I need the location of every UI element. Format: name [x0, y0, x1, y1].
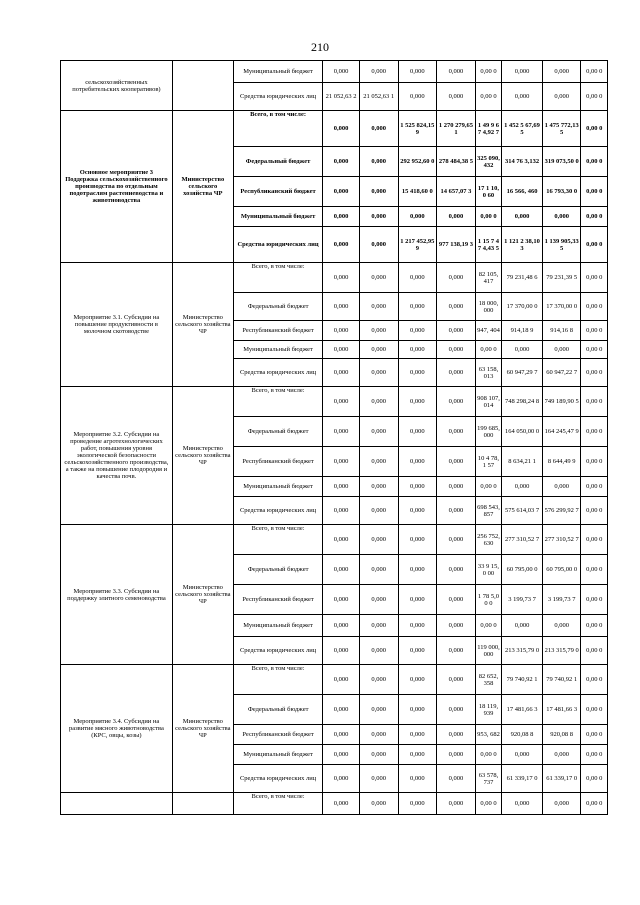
amount-cell: 0,000 — [398, 83, 437, 111]
amount-cell: 8 634,21 1 — [502, 447, 543, 477]
funding-source-cell: Республиканский бюджет — [233, 447, 322, 477]
amount-cell: 0,000 — [502, 341, 543, 359]
amount-cell: 0,000 — [323, 585, 360, 615]
amount-cell: 0,00 0 — [581, 525, 608, 555]
amount-cell: 0,000 — [437, 695, 476, 725]
amount-cell: 0,00 0 — [581, 387, 608, 417]
measure-name-cell: сельскохозяйственных потребительских кооперативов) — [61, 61, 173, 111]
amount-cell: 0,000 — [437, 525, 476, 555]
amount-cell: 0,000 — [398, 745, 437, 765]
amount-cell: 21 052,63 1 — [359, 83, 398, 111]
responsible-executor-cell: Министерство сельского хозяйства ЧР — [172, 525, 233, 665]
amount-cell: 0,00 0 — [581, 615, 608, 637]
amount-cell: 0,000 — [323, 725, 360, 745]
amount-cell: 0,000 — [323, 477, 360, 497]
amount-cell: 0,000 — [398, 61, 437, 83]
amount-cell: 0,000 — [359, 359, 398, 387]
amount-cell: 0,00 0 — [581, 147, 608, 177]
amount-cell: 0,000 — [398, 793, 437, 815]
funding-source-cell: Республиканский бюджет — [233, 725, 322, 745]
funding-source-cell: Республиканский бюджет — [233, 177, 322, 207]
amount-cell: 0,00 0 — [581, 83, 608, 111]
amount-cell: 0,000 — [359, 637, 398, 665]
amount-cell: 0,000 — [359, 227, 398, 263]
amount-cell: 0,000 — [437, 585, 476, 615]
funding-source-cell: Муниципальный бюджет — [233, 207, 322, 227]
amount-cell: 0,000 — [323, 147, 360, 177]
amount-cell: 0,00 0 — [581, 765, 608, 793]
amount-cell: 1 525 824,15 9 — [398, 111, 437, 147]
table-row — [61, 525, 608, 555]
amount-cell: 0,000 — [542, 793, 581, 815]
amount-cell: 0,000 — [437, 497, 476, 525]
amount-cell: 1 217 452,95 9 — [398, 227, 437, 263]
amount-cell: 18 119, 939 — [475, 695, 501, 725]
amount-cell: 0,000 — [359, 341, 398, 359]
amount-cell: 0,000 — [398, 341, 437, 359]
amount-cell: 977 138,19 3 — [437, 227, 476, 263]
amount-cell: 0,000 — [323, 447, 360, 477]
amount-cell: 0,000 — [323, 497, 360, 525]
amount-cell: 0,000 — [323, 359, 360, 387]
amount-cell: 0,000 — [542, 207, 581, 227]
amount-cell: 0,000 — [359, 665, 398, 695]
amount-cell: 698 543, 857 — [475, 497, 501, 525]
amount-cell: 1 270 279,65 1 — [437, 111, 476, 147]
amount-cell: 0,000 — [323, 293, 360, 321]
amount-cell: 0,000 — [359, 293, 398, 321]
table-row — [61, 61, 608, 83]
amount-cell: 277 310,52 7 — [502, 525, 543, 555]
amount-cell: 0,000 — [437, 83, 476, 111]
amount-cell: 0,000 — [437, 207, 476, 227]
amount-cell: 14 657,07 3 — [437, 177, 476, 207]
amount-cell: 277 310,52 7 — [542, 525, 581, 555]
amount-cell: 1 121 2 38,103 — [502, 227, 543, 263]
amount-cell: 0,000 — [359, 725, 398, 745]
funding-source-cell: Муниципальный бюджет — [233, 61, 322, 83]
amount-cell: 0,000 — [437, 765, 476, 793]
amount-cell: 0,000 — [398, 765, 437, 793]
funding-source-cell: Федеральный бюджет — [233, 147, 322, 177]
amount-cell: 79 740,92 1 — [542, 665, 581, 695]
amount-cell: 0,000 — [323, 321, 360, 341]
amount-cell: 0,000 — [323, 387, 360, 417]
amount-cell: 79 231,48 6 — [502, 263, 543, 293]
amount-cell: 0,000 — [323, 111, 360, 147]
amount-cell: 0,000 — [542, 341, 581, 359]
amount-cell: 914,18 9 — [502, 321, 543, 341]
amount-cell: 0,000 — [323, 793, 360, 815]
amount-cell: 0,000 — [398, 207, 437, 227]
amount-cell: 17 370,00 0 — [542, 293, 581, 321]
amount-cell: 1 139 905,33 5 — [542, 227, 581, 263]
amount-cell: 0,000 — [437, 555, 476, 585]
amount-cell: 953, 682 — [475, 725, 501, 745]
amount-cell: 908 107, 014 — [475, 387, 501, 417]
amount-cell: 0,000 — [398, 585, 437, 615]
amount-cell: 920,08 8 — [542, 725, 581, 745]
funding-source-cell: Муниципальный бюджет — [233, 615, 322, 637]
amount-cell: 0,00 0 — [581, 293, 608, 321]
funding-source-cell: Всего, в том числе: — [233, 387, 322, 417]
table-row — [61, 387, 608, 417]
funding-source-cell: Федеральный бюджет — [233, 695, 322, 725]
amount-cell: 63 578, 737 — [475, 765, 501, 793]
amount-cell: 60 795,00 0 — [542, 555, 581, 585]
amount-cell: 0,00 0 — [581, 695, 608, 725]
table-row — [61, 263, 608, 293]
measure-name-cell: Основное мероприятие 3 Поддержка сельскохозяйственного производства по отдельным подотраслям растениеводства и животноводства — [61, 111, 173, 263]
funding-source-cell: Всего, в том числе: — [233, 665, 322, 695]
amount-cell: 0,000 — [359, 497, 398, 525]
amount-cell: 1 78 5,00 0 — [475, 585, 501, 615]
funding-source-cell: Муниципальный бюджет — [233, 341, 322, 359]
amount-cell: 920,08 8 — [502, 725, 543, 745]
amount-cell: 0,00 0 — [581, 177, 608, 207]
funding-source-cell: Муниципальный бюджет — [233, 745, 322, 765]
amount-cell: 0,000 — [398, 695, 437, 725]
amount-cell: 0,000 — [437, 359, 476, 387]
amount-cell: 0,00 0 — [581, 585, 608, 615]
amount-cell: 0,000 — [359, 765, 398, 793]
funding-source-cell: Средства юридических лиц — [233, 497, 322, 525]
measure-name-cell: Мероприятие 3.2. Субсидии на проведение агротехнологических работ, повышения уровня экологической безопасности сельскохозяйственного производства, а также на повышение плодородия и качества почв. — [61, 387, 173, 525]
amount-cell: 0,000 — [502, 83, 543, 111]
measure-name-cell: Мероприятие 3.1. Субсидии на повышение продуктивности в молочном скотоводстве — [61, 263, 173, 387]
funding-source-cell: Федеральный бюджет — [233, 555, 322, 585]
amount-cell: 0,000 — [323, 61, 360, 83]
amount-cell: 0,000 — [359, 477, 398, 497]
amount-cell: 0,00 0 — [581, 207, 608, 227]
amount-cell: 0,000 — [437, 387, 476, 417]
amount-cell: 16 793,30 0 — [542, 177, 581, 207]
amount-cell: 0,000 — [398, 725, 437, 745]
amount-cell: 119 000, 000 — [475, 637, 501, 665]
amount-cell: 0,00 0 — [475, 477, 501, 497]
page-number: 210 — [311, 40, 329, 54]
amount-cell: 0,00 0 — [581, 321, 608, 341]
amount-cell: 0,00 0 — [581, 447, 608, 477]
amount-cell: 0,000 — [437, 745, 476, 765]
amount-cell: 0,000 — [542, 745, 581, 765]
amount-cell: 914,16 8 — [542, 321, 581, 341]
amount-cell: 0,00 0 — [475, 793, 501, 815]
funding-source-cell: Республиканский бюджет — [233, 321, 322, 341]
amount-cell: 0,00 0 — [475, 341, 501, 359]
amount-cell: 79 231,39 5 — [542, 263, 581, 293]
amount-cell: 0,000 — [437, 793, 476, 815]
funding-source-cell: Средства юридических лиц — [233, 637, 322, 665]
budget-table — [60, 60, 608, 815]
amount-cell: 0,000 — [437, 447, 476, 477]
amount-cell: 79 740,92 1 — [502, 665, 543, 695]
amount-cell: 213 315,79 0 — [542, 637, 581, 665]
funding-source-cell: Муниципальный бюджет — [233, 477, 322, 497]
amount-cell: 0,000 — [323, 263, 360, 293]
amount-cell: 0,000 — [323, 177, 360, 207]
amount-cell: 60 795,00 0 — [502, 555, 543, 585]
amount-cell: 292 952,60 0 — [398, 147, 437, 177]
responsible-executor-cell: Министерство сельского хозяйства ЧР — [172, 263, 233, 387]
amount-cell: 17 370,00 0 — [502, 293, 543, 321]
amount-cell: 0,00 0 — [581, 359, 608, 387]
amount-cell: 256 752, 630 — [475, 525, 501, 555]
amount-cell: 0,000 — [437, 615, 476, 637]
amount-cell: 0,000 — [542, 61, 581, 83]
amount-cell: 0,000 — [542, 83, 581, 111]
funding-source-cell: Всего, в том числе: — [233, 111, 322, 147]
amount-cell: 0,000 — [323, 745, 360, 765]
responsible-executor-cell — [172, 793, 233, 815]
amount-cell: 0,000 — [502, 477, 543, 497]
amount-cell: 0,00 0 — [475, 207, 501, 227]
amount-cell: 60 947,22 7 — [542, 359, 581, 387]
amount-cell: 319 073,50 0 — [542, 147, 581, 177]
amount-cell: 575 614,03 7 — [502, 497, 543, 525]
amount-cell: 18 000, 000 — [475, 293, 501, 321]
amount-cell: 0,000 — [323, 765, 360, 793]
amount-cell: 748 298,24 8 — [502, 387, 543, 417]
amount-cell: 0,000 — [542, 615, 581, 637]
amount-cell: 164 245,47 9 — [542, 417, 581, 447]
amount-cell: 0,000 — [502, 207, 543, 227]
responsible-executor-cell: Министерство сельского хозяйства ЧР — [172, 111, 233, 263]
amount-cell: 0,000 — [398, 417, 437, 447]
amount-cell: 0,000 — [359, 793, 398, 815]
amount-cell: 0,000 — [323, 525, 360, 555]
amount-cell: 0,000 — [323, 637, 360, 665]
amount-cell: 1 475 772,13 5 — [542, 111, 581, 147]
amount-cell: 0,000 — [359, 615, 398, 637]
amount-cell: 0,000 — [398, 477, 437, 497]
amount-cell: 213 315,79 0 — [502, 637, 543, 665]
amount-cell: 0,000 — [398, 497, 437, 525]
amount-cell: 0,000 — [323, 341, 360, 359]
amount-cell: 947, 404 — [475, 321, 501, 341]
amount-cell: 61 339,17 0 — [542, 765, 581, 793]
amount-cell: 0,00 0 — [581, 417, 608, 447]
amount-cell: 17 1 10,0 60 — [475, 177, 501, 207]
amount-cell: 278 484,38 5 — [437, 147, 476, 177]
table-row — [61, 665, 608, 695]
amount-cell: 0,00 0 — [475, 83, 501, 111]
responsible-executor-cell: Министерство сельского хозяйства ЧР — [172, 387, 233, 525]
amount-cell: 576 299,92 7 — [542, 497, 581, 525]
amount-cell: 3 199,73 7 — [502, 585, 543, 615]
amount-cell: 314 76 3,132 — [502, 147, 543, 177]
amount-cell: 0,000 — [323, 207, 360, 227]
amount-cell: 0,00 0 — [475, 615, 501, 637]
amount-cell: 0,000 — [398, 293, 437, 321]
amount-cell: 0,000 — [359, 147, 398, 177]
measure-name-cell: Мероприятие 3.4. Субсидии на развитие мясного животноводства (КРС, овцы, козы) — [61, 665, 173, 793]
table-row — [61, 793, 608, 815]
amount-cell: 0,00 0 — [581, 227, 608, 263]
amount-cell: 82 105, 417 — [475, 263, 501, 293]
amount-cell: 0,000 — [437, 477, 476, 497]
amount-cell: 164 050,00 0 — [502, 417, 543, 447]
amount-cell: 0,000 — [398, 447, 437, 477]
amount-cell: 0,000 — [359, 525, 398, 555]
amount-cell: 0,000 — [437, 293, 476, 321]
amount-cell: 0,000 — [359, 447, 398, 477]
amount-cell: 0,000 — [359, 263, 398, 293]
funding-source-cell: Всего, в том числе: — [233, 793, 322, 815]
amount-cell: 0,000 — [398, 321, 437, 341]
amount-cell: 0,00 0 — [581, 793, 608, 815]
responsible-executor-cell: Министерство сельского хозяйства ЧР — [172, 665, 233, 793]
amount-cell: 0,000 — [437, 417, 476, 447]
amount-cell: 0,000 — [398, 615, 437, 637]
amount-cell: 8 644,49 9 — [542, 447, 581, 477]
amount-cell: 0,000 — [437, 61, 476, 83]
measure-name-cell — [61, 793, 173, 815]
amount-cell: 0,00 0 — [581, 61, 608, 83]
amount-cell: 0,000 — [359, 387, 398, 417]
amount-cell: 0,000 — [323, 615, 360, 637]
funding-source-cell: Республиканский бюджет — [233, 585, 322, 615]
amount-cell: 0,000 — [437, 665, 476, 695]
amount-cell: 0,000 — [502, 61, 543, 83]
amount-cell: 0,000 — [398, 555, 437, 585]
measure-name-cell: Мероприятие 3.3. Субсидии на поддержку элитного семеноводства — [61, 525, 173, 665]
amount-cell: 0,000 — [323, 695, 360, 725]
amount-cell: 0,000 — [359, 177, 398, 207]
amount-cell: 17 481,66 3 — [542, 695, 581, 725]
amount-cell: 0,00 0 — [581, 637, 608, 665]
amount-cell: 60 947,29 7 — [502, 359, 543, 387]
amount-cell: 0,000 — [359, 207, 398, 227]
amount-cell: 0,000 — [359, 745, 398, 765]
amount-cell: 0,00 0 — [581, 725, 608, 745]
funding-source-cell: Средства юридических лиц — [233, 83, 322, 111]
amount-cell: 0,00 0 — [581, 745, 608, 765]
amount-cell: 16 566, 460 — [502, 177, 543, 207]
amount-cell: 0,000 — [502, 745, 543, 765]
funding-source-cell: Всего, в том числе: — [233, 263, 322, 293]
funding-source-cell: Средства юридических лиц — [233, 765, 322, 793]
amount-cell: 0,000 — [502, 615, 543, 637]
amount-cell: 0,000 — [398, 263, 437, 293]
amount-cell: 0,000 — [398, 359, 437, 387]
amount-cell: 0,000 — [359, 695, 398, 725]
amount-cell: 63 158, 013 — [475, 359, 501, 387]
funding-source-cell: Федеральный бюджет — [233, 417, 322, 447]
amount-cell: 0,000 — [437, 637, 476, 665]
amount-cell: 0,000 — [437, 263, 476, 293]
amount-cell: 0,000 — [359, 585, 398, 615]
amount-cell: 0,00 0 — [475, 61, 501, 83]
table-row — [61, 111, 608, 147]
amount-cell: 0,000 — [323, 555, 360, 585]
amount-cell: 1 15 7 47 4,43 5 — [475, 227, 501, 263]
amount-cell: 0,000 — [359, 321, 398, 341]
amount-cell: 0,000 — [542, 477, 581, 497]
amount-cell: 82 652, 358 — [475, 665, 501, 695]
amount-cell: 0,00 0 — [581, 665, 608, 695]
amount-cell: 0,000 — [502, 793, 543, 815]
amount-cell: 61 339,17 0 — [502, 765, 543, 793]
funding-source-cell: Всего, в том числе: — [233, 525, 322, 555]
amount-cell: 0,000 — [323, 665, 360, 695]
amount-cell: 0,00 0 — [581, 341, 608, 359]
amount-cell: 0,00 0 — [581, 497, 608, 525]
amount-cell: 199 685, 000 — [475, 417, 501, 447]
amount-cell: 0,00 0 — [581, 555, 608, 585]
amount-cell: 749 189,90 5 — [542, 387, 581, 417]
amount-cell: 0,000 — [359, 417, 398, 447]
funding-source-cell: Федеральный бюджет — [233, 293, 322, 321]
amount-cell: 0,000 — [398, 637, 437, 665]
amount-cell: 0,00 0 — [475, 745, 501, 765]
amount-cell: 33 9 15,0 00 — [475, 555, 501, 585]
amount-cell: 0,000 — [398, 665, 437, 695]
amount-cell: 1 49 9 67 4,92 7 — [475, 111, 501, 147]
amount-cell: 0,000 — [398, 387, 437, 417]
amount-cell: 0,000 — [398, 525, 437, 555]
amount-cell: 21 052,63 2 — [323, 83, 360, 111]
amount-cell: 325 090, 432 — [475, 147, 501, 177]
amount-cell: 15 418,60 0 — [398, 177, 437, 207]
amount-cell: 1 452 5 67,695 — [502, 111, 543, 147]
amount-cell: 0,000 — [359, 111, 398, 147]
funding-source-cell: Средства юридических лиц — [233, 227, 322, 263]
amount-cell: 0,00 0 — [581, 477, 608, 497]
amount-cell: 0,000 — [323, 417, 360, 447]
amount-cell: 3 199,73 7 — [542, 585, 581, 615]
funding-source-cell: Средства юридических лиц — [233, 359, 322, 387]
responsible-executor-cell — [172, 61, 233, 111]
amount-cell: 0,000 — [359, 61, 398, 83]
amount-cell: 17 481,66 3 — [502, 695, 543, 725]
amount-cell: 0,000 — [437, 341, 476, 359]
amount-cell: 0,000 — [437, 725, 476, 745]
amount-cell: 0,00 0 — [581, 111, 608, 147]
amount-cell: 0,000 — [359, 555, 398, 585]
amount-cell: 10 4 78,1 57 — [475, 447, 501, 477]
amount-cell: 0,000 — [437, 321, 476, 341]
amount-cell: 0,000 — [323, 227, 360, 263]
amount-cell: 0,00 0 — [581, 263, 608, 293]
